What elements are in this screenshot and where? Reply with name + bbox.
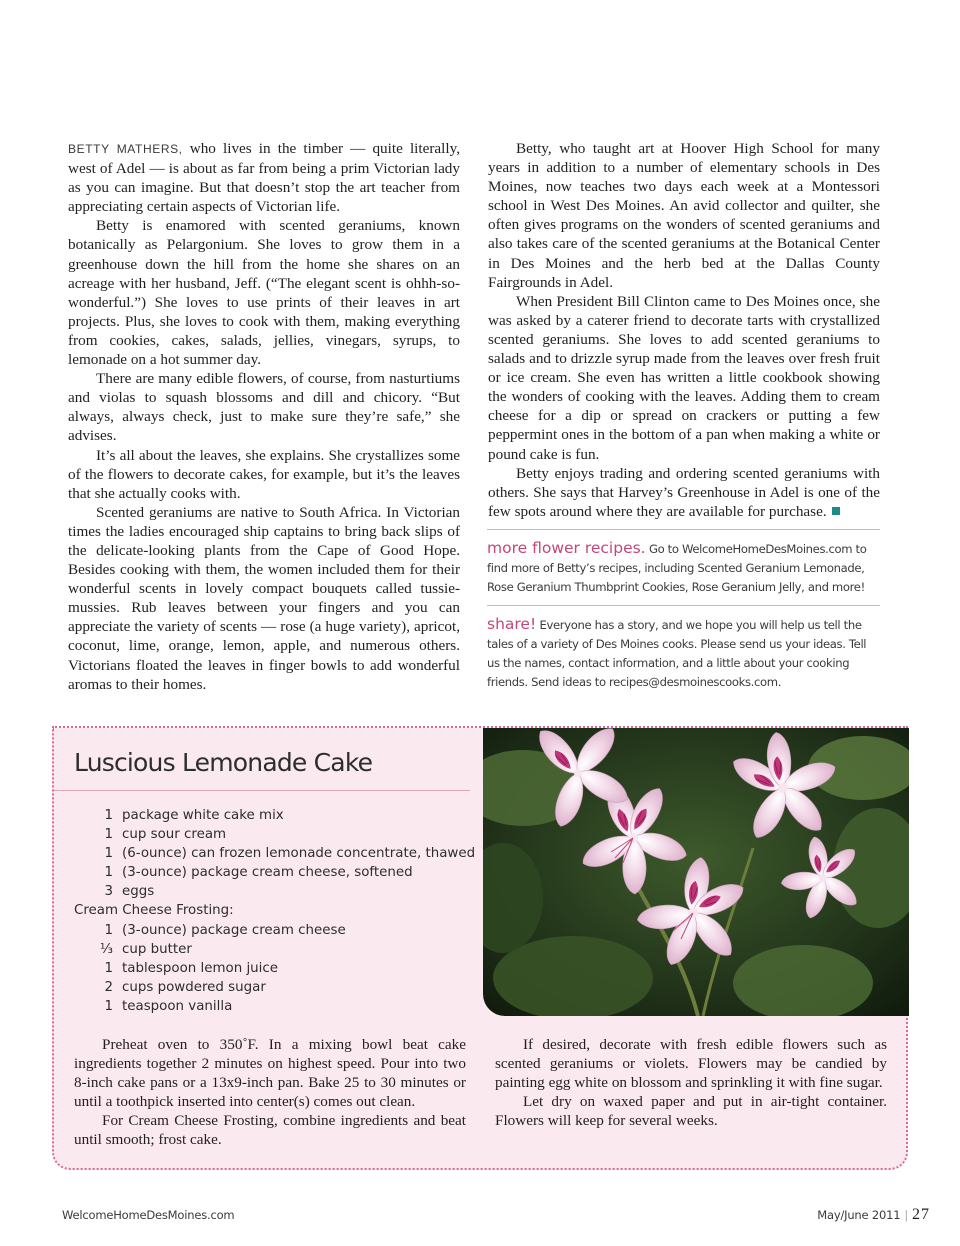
direction-paragraph: Let dry on waxed paper and put in air-tight container. Flowers will keep for several weeks. [495,1093,887,1130]
promo-body: Go to WelcomeHomeDesMoines.com to find more of Betty’s recipes, including Scented Geranium Lemonade, Rose Geranium Thumbprint Cookies, Rose Geranium Jelly, and more! [487,542,867,594]
ingredient-row: 1 (3-ounce) package cream cheese [104,922,346,938]
lead-name: BETTY MATHERS, [68,142,183,156]
article-left-column [68,139,460,694]
frosting-heading: Cream Cheese Frosting: [74,903,234,919]
divider [54,790,470,791]
article-paragraph: Betty is enamored with scented geraniums, known botanically as Pelargonium. She loves to grow them in a greenhouse down the hill from the home she shares on an acreage with her husband, Jeff. (“The elegant scent is ohhh-so-wonderful.”) She loves to use prints of their leaves in art projects. Plus, she loves to cook with them, making everything from cookies, cakes, salads, jellies, vinegars, syrups, to lemonade on a hot summer day. [68,217,460,369]
ingredient-row: 2 cups powdered sugar [104,979,266,995]
recipe-title: Luscious Lemonade Cake [74,748,373,777]
promo-body: Everyone has a story, and we hope you will help us tell the tales of a variety of Des Moines cooks. Please send us your ideas. Tell us the names, contact information, and a little about your cooking friends. Send ideas to recipes@desmoinescooks.com. [487,618,867,689]
ingredient-row: 3 eggs [104,884,155,900]
article-paragraph: Betty enjoys trading and ordering scented geraniums with others. She says that Harvey’s Greenhouse in Adel is one of the few spots around where they are available for purchase. [488,464,880,520]
divider [487,605,880,606]
end-mark-icon [832,507,840,515]
article-right-column [488,139,880,521]
footer-site: WelcomeHomeDesMoines.com [62,1208,235,1222]
directions-left [74,1035,466,1150]
article-paragraph: When President Bill Clinton came to Des Moines once, she was asked by a caterer friend to decorate tarts with crystallized scented geraniums. She loves to add scented geraniums to salads and to drizzle syrup made from the leaves over fresh fruit or ice cream. She even has written a little cookbook showing the wonders of cooking with the leaves. Adding them to cream cheese for a dip or spread on crackers or putting a few peppermint ones in the bottom of a pan when making a white or pound cake is fun. [488,292,880,463]
geranium-flowers-icon [483,728,909,1016]
ingredient-row: 1 teaspoon vanilla [104,998,233,1014]
article-paragraph: Betty, who taught art at Hoover High School for many years in addition to a number of elementary schools in Des Moines, now teaches two days each week at a Montessori school in West Des Moines. An avid collector and quilter, she often gives programs on the wonders of scented geraniums and also takes care of the scented geraniums at the Botanical Center in Des Moines and the herb bed at the Dallas County Fairgrounds in Adel. [488,140,880,291]
share-promo [487,615,882,692]
more-recipes-promo [487,539,882,597]
footer-issue: May/June 2011 | 27 [817,1206,930,1223]
direction-paragraph: If desired, decorate with fresh edible flowers such as scented geraniums or violets. Flowers may be candied by painting egg white on blossom and sprinkling it with fine sugar. [495,1036,887,1092]
footer-separator: | [904,1208,908,1222]
ingredient-row: 1 tablespoon lemon juice [104,960,278,976]
divider [487,529,880,530]
article-paragraph: BETTY MATHERS, who lives in the timber — quite literally, west of Adel — is about as far from being a prim Victorian lady as you can imagine. But that doesn’t stop the art teacher from appreciating certain aspects of Victorian life. [68,140,460,216]
article-paragraph: It’s all about the leaves, she explains. She crystallizes some of the flowers to decorate cakes, for example, but it’s the leaves that she actually cooks with. [68,446,460,502]
ingredient-row: ⅓ cup butter [100,941,192,957]
article-paragraph: There are many edible flowers, of course, from nasturtiums and violas to squash blossoms and dill and chicory. “But always, always check, just to make sure they’re safe,” she advises. [68,370,460,445]
directions-right [495,1035,887,1130]
ingredient-row: 1 (3-ounce) package cream cheese, softened [104,865,413,881]
ingredient-row: 1 (6-ounce) can frozen lemonade concentrate, thawed [104,846,476,862]
ingredient-row: 1 package white cake mix [104,808,284,823]
geranium-photo [483,728,909,1016]
promo-heading: share! [487,615,537,633]
direction-paragraph: For Cream Cheese Frosting, combine ingredients and beat until smooth; frost cake. [74,1112,466,1149]
direction-paragraph: Preheat oven to 350˚F. In a mixing bowl beat cake ingredients together 2 minutes on highest speed. Pour into two 8-inch cake pans or a 13x9-inch pan. Bake 25 to 30 minutes or until a toothpick inserted into center(s) comes out clean. [74,1036,466,1111]
page-number: 27 [912,1206,930,1223]
ingredient-row: 1 cup sour cream [104,827,227,843]
ingredient-list [74,806,475,1016]
article-paragraph: Scented geraniums are native to South Africa. In Victorian times the ladies encouraged ship captains to bring back slips of the delicate-looking plants from the Cape of Good Hope. Besides cooking with them, the women included them for their wonderful scents in lovely compact bouquets called tussie-mussies. Rub leaves between your fingers and you can appreciate the variety of scents — rose (a huge variety), apricot, coconut, lime, orange, lemon, apple, and numerous others. Victorians floated the leaves in finger bowls to add wonderful aromas to their homes. [68,503,460,693]
promo-heading: more flower recipes. [487,539,646,557]
